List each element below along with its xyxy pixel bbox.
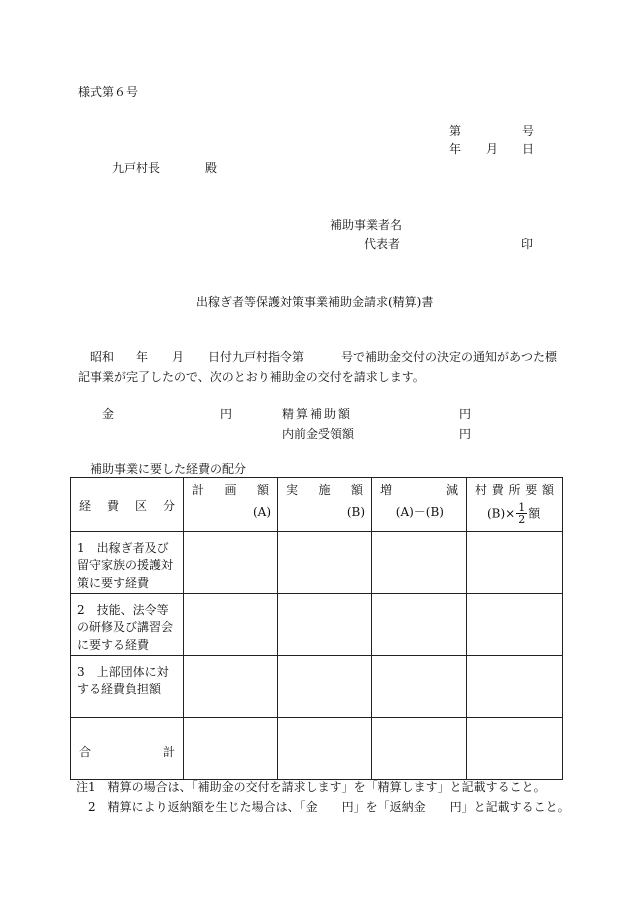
formula-suffix: 額 [528, 506, 541, 521]
doc-number-dai: 第 [449, 124, 462, 138]
header-village-share [467, 478, 563, 532]
fraction-half [516, 502, 527, 526]
header-actual-char: 実 [286, 483, 299, 497]
cell-actual [278, 532, 372, 594]
table-total-row [71, 718, 563, 780]
header-village-char: 所 [508, 483, 521, 497]
header-plan-char: 額 [256, 483, 269, 497]
cell-actual [278, 656, 372, 718]
header-actual-char: 額 [350, 483, 363, 497]
addressee-name: 九戸村長 [112, 161, 161, 175]
body-line1-rest: 号で補助金交付の決定の通知があつた標 [341, 350, 558, 364]
cell-plan [184, 656, 278, 718]
table-caption: 補助事業に要した経費の配分 [90, 462, 247, 476]
header-change-char: 増 [380, 483, 393, 497]
cell-plan [184, 532, 278, 594]
header-change [372, 478, 467, 532]
applicant-business-label: 補助事業者名 [330, 218, 403, 232]
header-plan-sub: (A) [252, 504, 271, 519]
header-actual-sub: (B) [346, 504, 365, 519]
body-line-2: 記事業が完了したので、次のとおり補助金の交付を請求します。 [78, 370, 425, 384]
expense-table [70, 477, 563, 780]
header-actual-char: 施 [318, 483, 331, 497]
header-change-char: 減 [445, 483, 458, 497]
cell-change [372, 656, 467, 718]
header-plan-char: 画 [224, 483, 237, 497]
cell-change [372, 718, 467, 780]
header-category [71, 478, 184, 532]
cell-actual [278, 718, 372, 780]
row-label-cell [71, 594, 184, 656]
note-2: 2 精算により返納額を生じた場合は、「金 円」を「返納金 円」と記載すること。 [88, 800, 570, 814]
cell-change [372, 532, 467, 594]
cell-plan [184, 718, 278, 780]
header-plan-char: 計 [192, 483, 205, 497]
body-month: 月 [172, 350, 185, 364]
row-label: 3 上部団体に対する経費負担額 [77, 665, 169, 697]
fraction-numerator: 1 [518, 500, 526, 514]
total-label-char: 合 [79, 745, 92, 759]
header-category-char: 費 [106, 499, 119, 513]
header-category-char: 区 [134, 499, 147, 513]
header-village-formula [487, 502, 540, 526]
form-number: 様式第６号 [78, 85, 139, 99]
document-title: 出稼ぎ者等保護対策事業補助金請求(精算)書 [196, 295, 434, 309]
header-category-char: 分 [162, 499, 175, 513]
header-village-char: 村 [475, 483, 488, 497]
cell-plan [184, 594, 278, 656]
header-actual [278, 478, 372, 532]
cell-village [467, 656, 563, 718]
cell-village [467, 532, 563, 594]
table-header-row [71, 478, 563, 532]
amount-kin: 金 [102, 407, 115, 421]
body-directive: 日付九戸村指令第 [208, 350, 305, 364]
seal-mark: 印 [521, 237, 534, 251]
total-label-char: 計 [162, 745, 175, 759]
date-day: 日 [522, 142, 535, 156]
date-year: 年 [449, 142, 462, 156]
settlement-amount-label: 精算補助額 [282, 407, 353, 421]
applicant-rep-label: 代表者 [364, 237, 401, 251]
header-category-char: 経 [79, 499, 92, 513]
row-label-cell [71, 656, 184, 718]
table-row [71, 532, 563, 594]
date-month: 月 [486, 142, 499, 156]
cell-village [467, 594, 563, 656]
amount-kin-yen: 円 [220, 407, 233, 421]
advance-received-label: 内前金受領額 [282, 427, 355, 441]
row-label: 1 出稼ぎ者及び留守家族の援護対策に要す経費 [77, 541, 174, 590]
advance-received-yen: 円 [459, 427, 472, 441]
formula-prefix: (B)× [487, 506, 516, 521]
fraction-denominator: 2 [518, 513, 526, 527]
cell-village [467, 718, 563, 780]
cell-actual [278, 594, 372, 656]
body-era: 昭和 [90, 350, 115, 364]
cell-change [372, 594, 467, 656]
header-plan [184, 478, 278, 532]
header-change-sub: (A)－(B) [395, 504, 444, 519]
total-label-cell [71, 718, 184, 780]
note-1: 注1 精算の場合は、「補助金の交付を請求します」を「精算します」と記載すること。 [76, 780, 546, 794]
row-label-cell [71, 532, 184, 594]
header-village-char: 費 [491, 483, 504, 497]
header-village-char: 要 [525, 483, 538, 497]
table-row [71, 594, 563, 656]
settlement-amount-yen: 円 [459, 407, 472, 421]
header-village-char: 額 [541, 483, 554, 497]
body-year: 年 [136, 350, 149, 364]
addressee-honorific: 殿 [205, 161, 218, 175]
doc-number-go: 号 [522, 124, 535, 138]
table-row [71, 656, 563, 718]
row-label: 2 技能、法令等の研修及び講習会に要する経費 [77, 603, 174, 652]
